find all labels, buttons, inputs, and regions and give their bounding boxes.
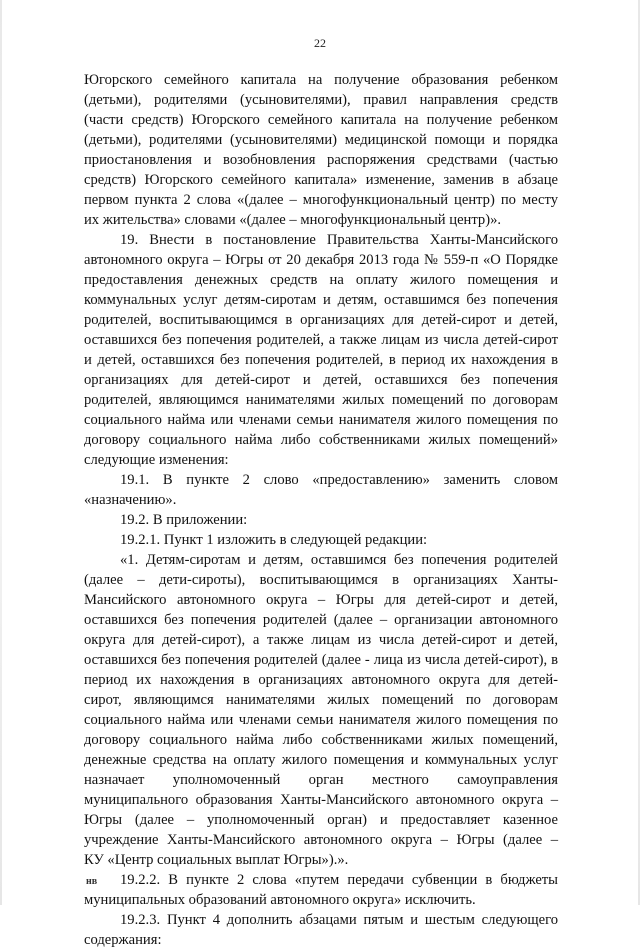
- text-line: их жительства» словами «(далее – многофункциональный центр)».: [84, 212, 502, 228]
- text-line: автономного округа – Югры от 20 декабря 2013 года № 559-п «О Порядке: [84, 252, 558, 268]
- text-line: договору социального найма либо собственниками жилых помещений»: [84, 432, 558, 448]
- page-number: 22: [314, 36, 326, 50]
- text-line: социального найма или членами семьи нанимателя жилого помещения по: [84, 412, 558, 428]
- text-line: организациях для детей-сирот и детей, оставшихся без попечения: [84, 372, 558, 388]
- text-line: родителей, воспитывающимся в организациях для детей-сирот и детей,: [84, 312, 558, 328]
- text-line: оставшихся без попечения родителей (далее - лица из числа детей-сирот), в: [84, 652, 558, 668]
- text-line: (детьми), родителями (усыновителями) медицинской помощи и порядка: [84, 132, 558, 148]
- text-line: 19. Внести в постановление Правительства Ханты-Мансийского: [120, 232, 558, 248]
- document-body: [84, 70, 558, 950]
- text-line: Мансийского автономного округа – Югры для детей-сирот и детей,: [84, 592, 558, 608]
- text-line: средств) Югорского семейного капитала» изменение, заменив в абзаце: [84, 172, 558, 188]
- text-line: муниципального образования Ханты-Мансийского автономного округа –: [84, 792, 558, 808]
- text-line: сирот, являющимся нанимателями жилых помещений по договорам: [84, 692, 558, 708]
- text-line: 19.2.1. Пункт 1 изложить в следующей редакции:: [120, 532, 428, 548]
- text-line: назначает уполномоченный орган местного самоуправления: [84, 772, 558, 788]
- text-line: следующие изменения:: [84, 452, 229, 468]
- text-line: муниципальных образований автономного округа» исключить.: [84, 892, 476, 908]
- text-line: родителей, являющимся нанимателями жилых помещений по договорам: [84, 392, 558, 408]
- footer-initials: нв: [86, 876, 98, 887]
- text-line: приостановления и возобновления распоряжения средствами (частью: [84, 152, 558, 168]
- text-line: Югры (далее – уполномоченный орган) и предоставляет казенное: [84, 812, 558, 828]
- text-line: предоставления денежных средств на оплату жилого помещения и: [84, 272, 558, 288]
- text-line: коммунальных услуг детям-сиротам и детям, оставшимся без попечения: [84, 292, 558, 308]
- scan-edge-left: [0, 0, 2, 905]
- text-line: Югорского семейного капитала на получение образования ребенком: [84, 72, 558, 88]
- text-line: «назначению».: [84, 492, 177, 508]
- text-line: (детьми), родителями (усыновителями), правил направления средств: [84, 92, 558, 108]
- text-line: социального найма или членами семьи нанимателя жилого помещения по: [84, 712, 558, 728]
- text-line: 19.2. В приложении:: [120, 512, 248, 528]
- text-line: денежные средства на оплату жилого помещения и коммунальных услуг: [84, 752, 558, 768]
- text-line: договору социального найма либо собственниками жилых помещений,: [84, 732, 558, 748]
- text-line: первом пункта 2 слова «(далее – многофункциональный центр) по месту: [84, 192, 558, 208]
- text-line: округа для детей-сирот), а также лицам из числа детей-сирот и детей,: [84, 632, 558, 648]
- text-line: и детей, оставшихся без попечения родителей, в период их нахождения в: [84, 352, 558, 368]
- text-line: оставшихся без попечения родителей (далее – организации автономного: [84, 612, 558, 628]
- text-line: (далее – дети-сироты), воспитывающимся в организациях Ханты-: [84, 572, 558, 588]
- text-line: (части средств) Югорского семейного капитала на получение ребенком: [84, 112, 558, 128]
- text-line: 19.2.3. Пункт 4 дополнить абзацами пятым и шестым следующего: [120, 912, 558, 928]
- text-line: «1. Детям-сиротам и детям, оставшимся без попечения родителей: [120, 552, 558, 568]
- text-line: оставшихся без попечения родителей, а также лицам из числа детей-сирот: [84, 332, 558, 348]
- text-line: учреждение Ханты-Мансийского автономного округа – Югры (далее –: [84, 832, 558, 848]
- text-line: 19.1. В пункте 2 слово «предоставлению» заменить словом: [120, 472, 558, 488]
- text-line: 19.2.2. В пункте 2 слова «путем передачи субвенции в бюджеты: [120, 872, 558, 888]
- text-line: КУ «Центр социальных выплат Югры»).».: [84, 852, 349, 868]
- text-line: период их нахождения в организациях автономного округа для детей-: [84, 672, 558, 688]
- text-line: содержания:: [84, 932, 162, 948]
